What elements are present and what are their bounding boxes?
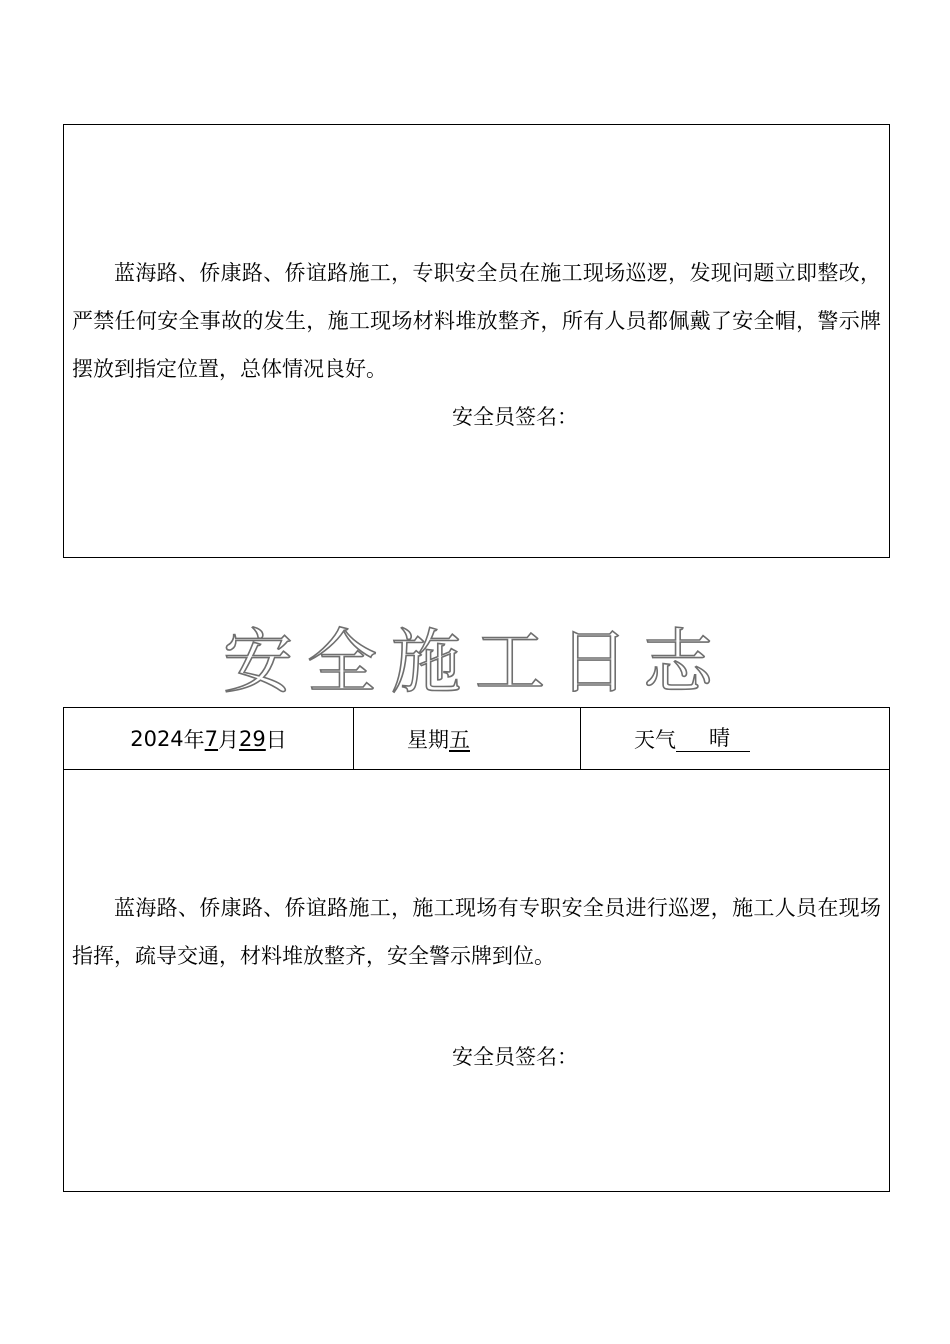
title-text: 安全施工日志 — [223, 621, 727, 703]
title-outline-text — [175, 616, 775, 706]
weekday-value: 五 — [449, 727, 470, 752]
weekday-label: 星期 — [407, 727, 449, 752]
log-body-text: 蓝海路、侨康路、侨谊路施工，专职安全员在施工现场巡逻，发现问题立即整改，严禁任何安全事故的发生，施工现场材料堆放整齐，所有人员都佩戴了安全帽，警示牌摆放到指定位置，总体情况良好。 — [72, 261, 881, 381]
date-month: 7 — [204, 726, 219, 751]
date-day: 29 — [239, 726, 266, 751]
log-entry-previous — [63, 124, 890, 558]
log-entry-current — [63, 707, 890, 1192]
date-day-suffix: 日 — [265, 727, 287, 752]
page-title — [0, 616, 950, 706]
log-body-text: 蓝海路、侨康路、侨谊路施工，施工现场有专职安全员进行巡逻，施工人员在现场指挥，疏导交通，材料堆放整齐，安全警示牌到位。 — [72, 896, 881, 968]
log-header-row — [64, 708, 889, 770]
weather-label: 天气 — [634, 727, 676, 752]
weather-value: 晴 — [676, 725, 750, 752]
safety-officer-signature-label: 安全员签名： — [452, 405, 578, 429]
date-year-suffix: 年 — [183, 727, 205, 752]
date-month-suffix: 月 — [218, 727, 240, 752]
date-year: 2024 — [130, 726, 184, 751]
safety-officer-signature-label: 安全员签名： — [452, 1045, 578, 1069]
weekday-cell — [354, 708, 581, 769]
weather-cell — [581, 708, 889, 769]
date-cell — [64, 708, 354, 769]
